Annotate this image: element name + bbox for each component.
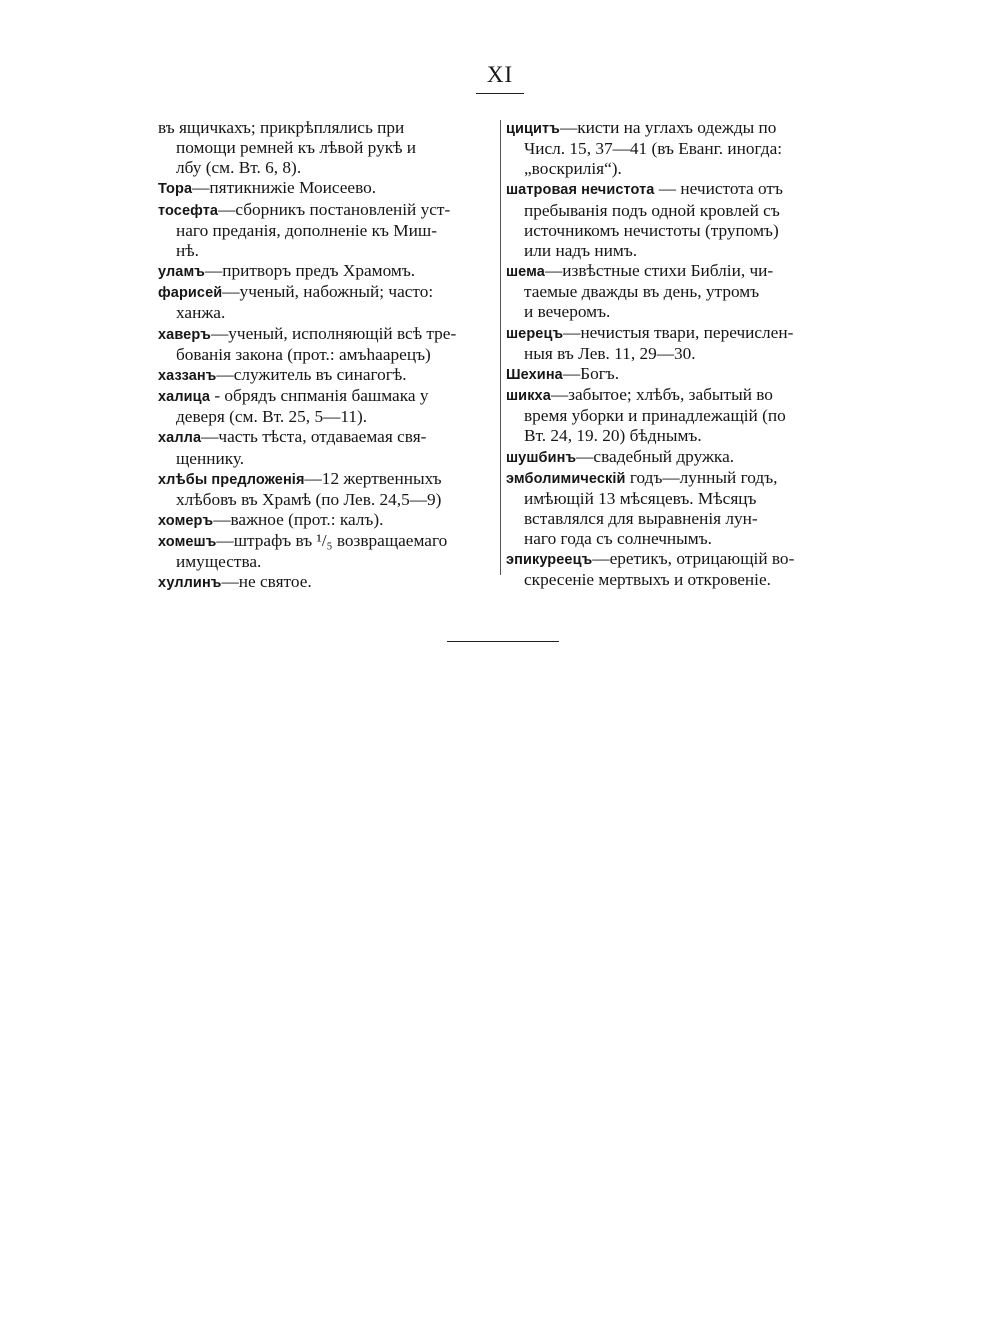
entry-headword: фарисей bbox=[158, 285, 223, 302]
entry-line bbox=[506, 364, 844, 385]
entry-line bbox=[158, 221, 500, 241]
entry-line bbox=[506, 570, 844, 590]
glossary-entry bbox=[158, 324, 500, 365]
entry-line bbox=[506, 261, 844, 282]
entry-text: имущества. bbox=[176, 552, 262, 572]
entry-line bbox=[158, 118, 500, 138]
entry-line bbox=[158, 158, 500, 178]
entry-text: —еретикъ, отрицающій во- bbox=[592, 549, 795, 569]
entry-text: —часть тѣста, отдаваемая свя- bbox=[201, 427, 427, 447]
entry-headword: эмболимическій bbox=[506, 470, 626, 487]
entry-text: хлѣбовъ въ Храмѣ (по Лев. 24,5—9) bbox=[176, 489, 442, 509]
entry-headword: халица bbox=[158, 389, 211, 406]
entry-text: Вт. 24, 19. 20) бѣднымъ. bbox=[524, 426, 702, 446]
entry-line bbox=[506, 139, 844, 159]
entry-text: —важное (прот.: калъ). bbox=[213, 509, 384, 529]
entry-headword: хомеръ bbox=[158, 512, 214, 529]
glossary-entry bbox=[506, 549, 844, 590]
entry-line bbox=[506, 302, 844, 322]
entry-line bbox=[506, 118, 844, 139]
entry-line bbox=[158, 531, 500, 552]
glossary-entry bbox=[158, 572, 500, 593]
left-column bbox=[158, 118, 500, 594]
entry-line bbox=[506, 406, 844, 426]
glossary-entry bbox=[158, 365, 500, 386]
entry-text: помощи ремней къ лѣвой рукѣ и bbox=[176, 138, 417, 158]
entry-line bbox=[158, 345, 500, 365]
entry-text: „воскрилія“). bbox=[524, 159, 622, 179]
entry-text: щеннику. bbox=[176, 448, 245, 468]
entry-line bbox=[158, 510, 500, 531]
entry-text: или надъ нимъ. bbox=[524, 240, 638, 260]
entry-text: время уборки и принадлежащій (по bbox=[524, 406, 786, 426]
page-number-rule bbox=[476, 93, 524, 94]
entry-line bbox=[506, 282, 844, 302]
entry-headword: хомешъ bbox=[158, 534, 217, 551]
entry-text: —служитель въ синагогѣ. bbox=[216, 364, 407, 384]
entry-text: и вечеромъ. bbox=[524, 302, 611, 322]
entry-text: ныя въ Лев. 11, 29—30. bbox=[524, 343, 696, 363]
glossary-entry bbox=[158, 469, 500, 510]
glossary-entry bbox=[158, 261, 500, 282]
entry-text: деверя (см. Вт. 25, 5—11). bbox=[176, 407, 368, 427]
glossary-entry bbox=[158, 118, 500, 178]
entry-headword: хаверъ bbox=[158, 326, 211, 343]
glossary-entry bbox=[506, 118, 844, 179]
entry-line bbox=[158, 449, 500, 469]
entry-headword: шема bbox=[506, 264, 545, 281]
entry-headword: Тора bbox=[158, 181, 193, 198]
entry-headword: шушбинъ bbox=[506, 449, 577, 466]
entry-text: нѣ. bbox=[176, 240, 199, 260]
entry-line bbox=[158, 178, 500, 199]
glossary-entry bbox=[158, 200, 500, 261]
entry-text: таемые дважды въ день, утромъ bbox=[524, 282, 760, 302]
entry-text: - обрядъ снпманія башмака у bbox=[210, 386, 429, 406]
entry-line bbox=[158, 469, 500, 490]
entry-text: наго преданія, дополненіе къ Миш- bbox=[176, 220, 437, 240]
entry-line bbox=[158, 572, 500, 593]
entry-line bbox=[506, 529, 844, 549]
entry-headword: цицитъ bbox=[506, 121, 560, 137]
entry-line bbox=[506, 489, 844, 509]
entry-text: лбу (см. Вт. 6, 8). bbox=[176, 158, 302, 178]
entry-text: —ученый, исполняющій всѣ тре- bbox=[210, 323, 457, 343]
right-column bbox=[506, 118, 844, 591]
entry-line bbox=[506, 468, 844, 489]
entry-text: ханжа. bbox=[176, 303, 226, 323]
entry-headword: уламъ bbox=[158, 264, 205, 281]
entry-line bbox=[506, 159, 844, 179]
entry-line bbox=[506, 241, 844, 261]
entry-text: —свадебный дружка. bbox=[576, 446, 735, 466]
entry-text: —не святое. bbox=[221, 572, 312, 592]
entry-line bbox=[158, 386, 500, 407]
entry-line bbox=[506, 344, 844, 364]
entry-line bbox=[506, 447, 844, 468]
glossary-entry bbox=[158, 510, 500, 531]
entry-text: имѣющій 13 мѣсяцевъ. Мѣсяцъ bbox=[524, 488, 757, 508]
entry-text: —нечистыя твари, перечислен- bbox=[563, 322, 794, 342]
entry-text: —сборникъ постановленій уст- bbox=[218, 199, 451, 219]
entry-text: —пятикнижіе Моисеево. bbox=[192, 178, 377, 198]
entry-text: —Богъ. bbox=[562, 363, 620, 383]
entry-text: —штрафъ въ ¹/₅ возвращаемаго bbox=[216, 531, 448, 551]
entry-headword: шатровая нечистота bbox=[506, 182, 655, 199]
entry-line bbox=[506, 201, 844, 221]
entry-line bbox=[506, 385, 844, 406]
entry-headword: эпикуреецъ bbox=[506, 552, 593, 569]
entry-headword: тосефта bbox=[158, 202, 219, 219]
entry-text: въ ящичкахъ; прикрѣплялись при bbox=[158, 118, 405, 137]
entry-headword: хаззанъ bbox=[158, 367, 217, 384]
entry-text: источникомъ нечистоты (трупомъ) bbox=[524, 220, 779, 240]
entry-headword: Шехина bbox=[506, 366, 563, 383]
glossary-entry bbox=[158, 178, 500, 199]
column-divider bbox=[500, 120, 501, 575]
entry-line bbox=[158, 427, 500, 448]
entry-line bbox=[158, 490, 500, 510]
entry-text: —12 жертвенныхъ bbox=[304, 468, 442, 488]
entry-text: годъ—лунный годъ, bbox=[625, 467, 778, 487]
entry-headword: халла bbox=[158, 430, 202, 447]
entry-text: — нечистота отъ bbox=[654, 179, 783, 199]
entry-line bbox=[158, 365, 500, 386]
entry-line bbox=[158, 303, 500, 323]
entry-line bbox=[158, 282, 500, 303]
entry-text: вставлялся для выравненія лун- bbox=[524, 508, 758, 528]
entry-line bbox=[158, 552, 500, 572]
entry-text: скресеніе мертвыхъ и откровеніе. bbox=[524, 570, 771, 590]
glossary-entry bbox=[506, 468, 844, 550]
glossary-entry bbox=[158, 282, 500, 323]
entry-text: пребыванія подъ одной кровлей съ bbox=[524, 200, 780, 220]
entry-text: —кисти на углахъ одежды по bbox=[559, 118, 777, 137]
entry-headword: шикха bbox=[506, 388, 551, 405]
entry-line bbox=[158, 241, 500, 261]
entry-text: —забытое; хлѣбъ, забытый во bbox=[550, 385, 773, 405]
glossary-entry bbox=[506, 364, 844, 385]
glossary-entry bbox=[158, 386, 500, 427]
glossary-entry bbox=[506, 385, 844, 446]
entry-line bbox=[158, 407, 500, 427]
entry-text: —притворъ предъ Храмомъ. bbox=[204, 261, 416, 281]
entry-line bbox=[158, 261, 500, 282]
glossary-entry bbox=[506, 179, 844, 261]
entry-text: наго года съ солнечнымъ. bbox=[524, 529, 712, 549]
entry-line bbox=[506, 179, 844, 200]
entry-headword: хуллинъ bbox=[158, 575, 222, 592]
glossary-entry bbox=[158, 427, 500, 468]
entry-line bbox=[506, 549, 844, 570]
entry-line bbox=[506, 426, 844, 446]
glossary-entry bbox=[506, 261, 844, 322]
page-number: XI bbox=[486, 62, 514, 87]
entry-text: —извѣстные стихи Библіи, чи- bbox=[544, 261, 774, 281]
glossary-entry bbox=[158, 531, 500, 572]
entry-text: Числ. 15, 37—41 (въ Еванг. иногда: bbox=[524, 139, 783, 159]
entry-line bbox=[506, 221, 844, 241]
entry-text: —ученый, набожный; часто: bbox=[222, 282, 434, 302]
entry-line bbox=[158, 138, 500, 158]
entry-headword: хлѣбы предложенія bbox=[158, 471, 305, 488]
entry-line bbox=[506, 323, 844, 344]
glossary-entry bbox=[506, 447, 844, 468]
entry-line bbox=[506, 509, 844, 529]
entry-headword: шерецъ bbox=[506, 325, 564, 342]
entry-line bbox=[158, 200, 500, 221]
glossary-entry bbox=[506, 323, 844, 364]
end-rule bbox=[447, 641, 559, 642]
entry-text: бованія закона (прот.: амъhаарецъ) bbox=[176, 344, 431, 364]
entry-line bbox=[158, 324, 500, 345]
